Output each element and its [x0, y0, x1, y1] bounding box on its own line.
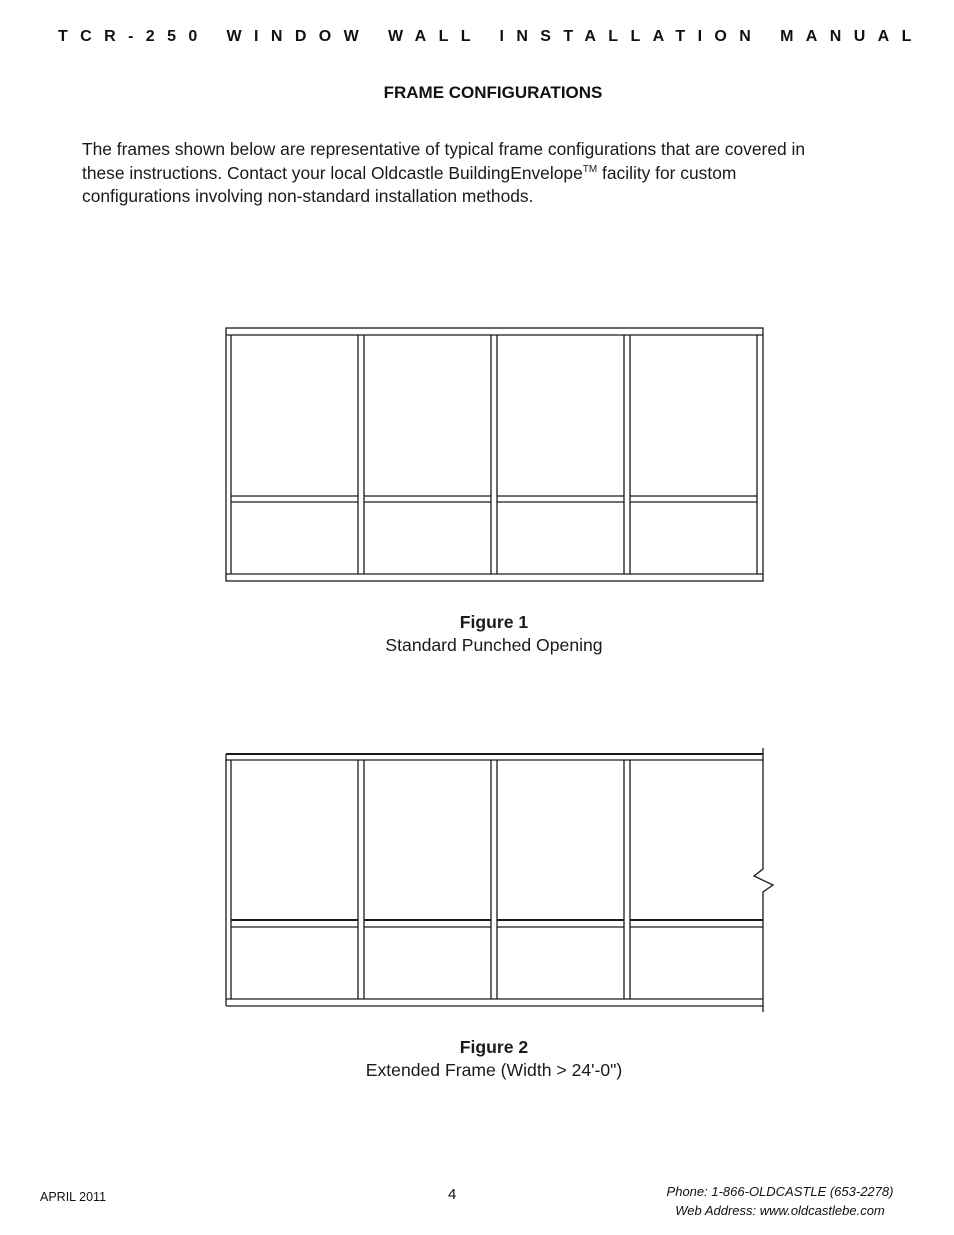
fig2-break-line	[754, 748, 773, 1012]
intro-line-2-start: these instructions. Contact your local Oldcastle BuildingEnvelope	[82, 162, 583, 183]
manual-title: TCR-250 WINDOW WALL INSTALLATION MANUAL	[58, 28, 924, 45]
figure-1-description: Standard Punched Opening	[385, 635, 603, 655]
page-number: 4	[448, 1186, 457, 1203]
footer-contact	[630, 1182, 930, 1220]
section-title: FRAME CONFIGURATIONS	[383, 83, 603, 102]
figure-2-description: Extended Frame (Width > 24'-0")	[365, 1060, 623, 1080]
fig2-mullions	[358, 760, 630, 999]
figure-2-caption	[0, 1036, 954, 1082]
intro-line-3: configurations involving non-standard installation methods.	[82, 186, 534, 206]
footer-web-address: Web Address: www.oldcastlebe.com	[675, 1203, 885, 1218]
intro-line-1: The frames shown below are representative of typical frame configurations that are covered in	[82, 139, 806, 159]
figure-1-label: Figure 1	[459, 612, 529, 632]
trademark-mark: TM	[582, 163, 598, 175]
footer-phone: Phone: 1-866-OLDCASTLE (653-2278)	[666, 1184, 894, 1199]
figure-2-label: Figure 2	[459, 1037, 529, 1057]
footer-date: APRIL 2011	[40, 1190, 107, 1204]
intro-line-2-end: facility for custom	[597, 162, 737, 183]
